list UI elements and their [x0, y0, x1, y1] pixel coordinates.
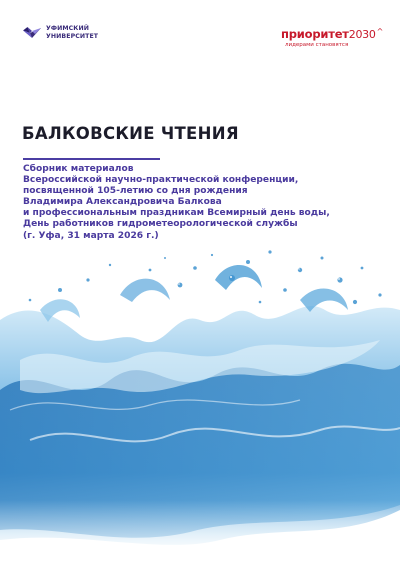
water-splash-image: [0, 240, 400, 565]
description-line: и профессиональным праздникам Всемирный день воды,: [23, 208, 330, 219]
description-line: День работников гидрометеорологической службы: [23, 219, 298, 230]
university-logo-icon: [23, 27, 41, 38]
description-line: (г. Уфа, 31 марта 2026 г.): [23, 230, 159, 241]
university-name-line-2: УНИВЕРСИТЕТ: [46, 32, 99, 40]
university-logo: [23, 25, 98, 40]
page-title: БАЛКОВСКИЕ ЧТЕНИЯ: [22, 124, 239, 143]
collection-description: [23, 164, 383, 242]
description-line: Владимира Александровича Балкова: [23, 197, 222, 208]
title-underline: [23, 158, 160, 160]
description-line: Сборник материалов: [23, 164, 134, 174]
description-line: посвященной 105-летию со дня рождения: [23, 186, 248, 197]
priority-2030-logo: [281, 27, 383, 48]
description-line: Всероссийской научно-практической конференции,: [23, 175, 299, 186]
priority-logo-caret: ^: [376, 27, 384, 36]
priority-logo-slogan: лидерами становятся: [285, 42, 349, 48]
priority-logo-word: приоритет: [281, 27, 349, 41]
priority-logo-year: 2030: [348, 28, 376, 41]
university-name: [46, 25, 98, 40]
university-name-line-1: УФИМСКИЙ: [46, 25, 89, 32]
